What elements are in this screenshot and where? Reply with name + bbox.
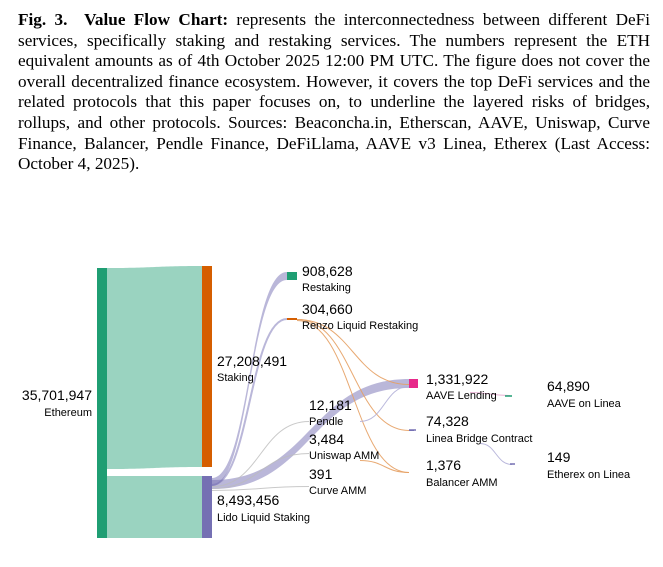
node-label-balancer: Balancer AMM xyxy=(426,477,498,489)
value-label-etherex: 149 xyxy=(547,449,571,465)
node-aave xyxy=(409,379,418,388)
node-label-aave: AAVE Lending xyxy=(426,390,497,402)
link-lido-to-renzo xyxy=(212,319,287,485)
node-label-pendle: Pendle xyxy=(309,416,344,428)
value-label-aave-linea: 64,890 xyxy=(547,378,590,394)
caption-title: Value Flow Chart: xyxy=(84,10,229,29)
value-label-linea: 74,328 xyxy=(426,413,469,429)
node-lido xyxy=(202,476,212,538)
link-ethereum-to-staking xyxy=(107,266,202,469)
node-label-staking: Staking xyxy=(217,372,254,384)
caption-text: represents the interconnectedness between different DeFi services, specifically staking and restaking services. The numbers represent the ETH equivalent amounts as of 4th October 2025 12:00 PM UTC. The figure does not cover the overall decentralized finance ecosystem. However, it covers the top DeFi services and the related protocols that this paper focuses on, to underline the layered risks of bridges, rollups, and other protocols. Sources: Beaconcha.in, Etherscan, AAVE, Uniswap, Curve Finance, Balancer, Pendle Finance, DeFiLlama, AAVE v3 Linea, Etherex (Last Access: October 4, 2025). xyxy=(18,10,650,174)
node-renzo xyxy=(287,318,297,320)
node-ethereum xyxy=(97,268,107,538)
node-label-restaking: Restaking xyxy=(302,282,351,294)
node-linea xyxy=(409,430,414,431)
node-restaking xyxy=(287,272,297,280)
node-label-lido: Lido Liquid Staking xyxy=(217,512,310,524)
node-label-renzo: Renzo Liquid Restaking xyxy=(302,320,419,332)
value-label-lido: 8,493,456 xyxy=(217,492,280,508)
caption-figure-label: Fig. 3. xyxy=(18,10,68,29)
node-staking xyxy=(202,266,212,467)
value-label-curve: 391 xyxy=(309,466,333,482)
value-label-restaking: 908,628 xyxy=(302,263,353,279)
node-label-etherex: Etherex on Linea xyxy=(547,469,631,481)
value-label-ethereum: 35,701,947 xyxy=(21,387,92,403)
link-linea-to-etherex xyxy=(480,444,512,465)
value-label-staking: 27,208,491 xyxy=(217,353,288,369)
link-uniswap-to-balancer xyxy=(360,461,409,473)
node-label-linea: Linea Bridge Contract xyxy=(426,433,533,445)
value-label-renzo: 304,660 xyxy=(302,301,353,317)
link-ethereum-to-lido xyxy=(107,476,202,538)
value-label-balancer: 1,376 xyxy=(426,457,462,473)
node-label-aave-linea: AAVE on Linea xyxy=(547,398,621,410)
node-label-uniswap: Uniswap AMM xyxy=(309,450,380,462)
node-label-ethereum: Ethereum xyxy=(44,407,92,419)
value-label-aave: 1,331,922 xyxy=(426,371,489,387)
node-label-curve: Curve AMM xyxy=(309,485,367,497)
link-renzo-to-linea xyxy=(297,320,409,431)
value-label-pendle: 12,181 xyxy=(309,397,352,413)
value-label-uniswap: 3,484 xyxy=(309,431,345,447)
